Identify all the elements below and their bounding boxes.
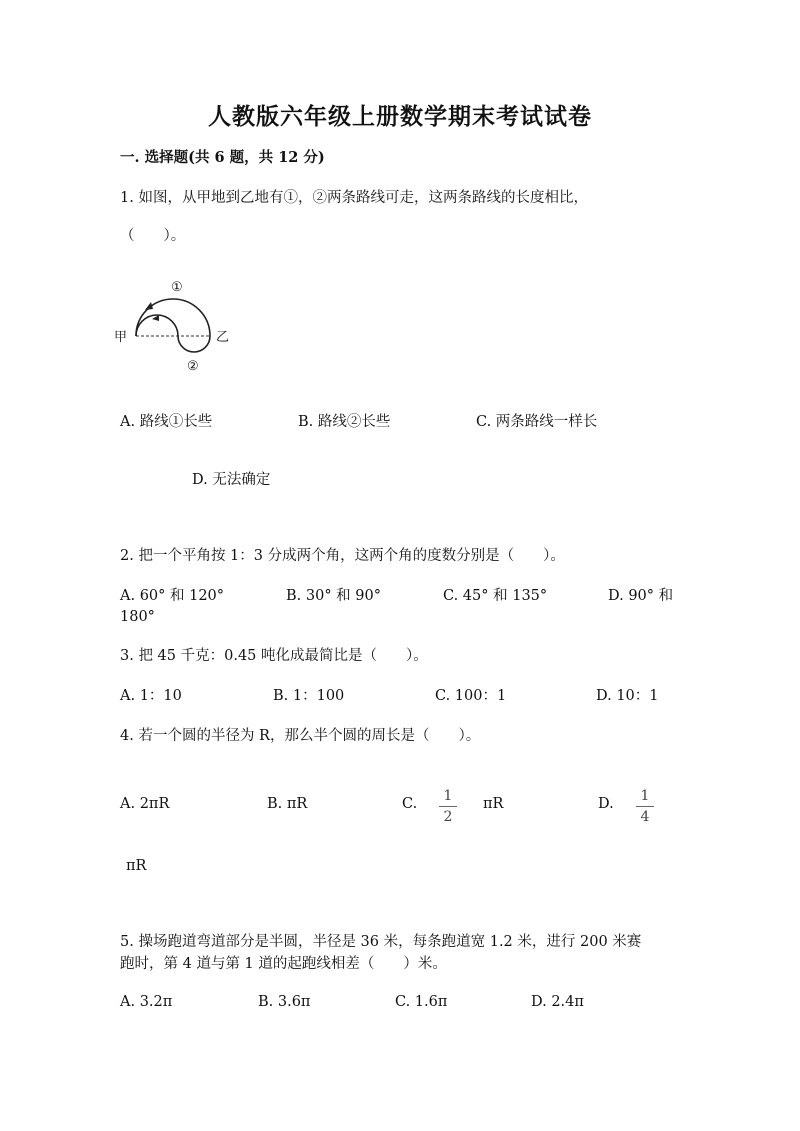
fraction-numerator: 1: [439, 788, 457, 807]
q1-option-b[interactable]: B. 路线②长些: [298, 414, 391, 430]
q5-stem-line1: 5. 操场跑道弯道部分是半圆，半径是 36 米，每条跑道宽 1.2 米，进行 200 米赛: [120, 934, 642, 950]
q5-option-a[interactable]: A. 3.2π: [120, 994, 173, 1010]
q5-option-b[interactable]: B. 3.6π: [258, 994, 311, 1010]
q4-option-b[interactable]: B. πR: [267, 796, 308, 812]
q2-option-d[interactable]: D. 90° 和: [608, 588, 674, 604]
fraction-denominator: 2: [443, 809, 453, 825]
label-start: 甲: [114, 330, 128, 345]
q1-stem-line2: （ ）。: [120, 228, 186, 244]
q4-option-c-suffix: πR: [483, 796, 504, 812]
q3-option-d[interactable]: D. 10：1: [596, 688, 659, 704]
fraction-numerator: 1: [636, 788, 654, 807]
q2-option-d-continued: 180°: [120, 609, 155, 625]
q3-stem: 3. 把 45 千克：0.45 吨化成最简比是（ ）。: [120, 648, 428, 664]
q4-stem: 4. 若一个圆的半径为 R，那么半个圆的周长是（ ）。: [120, 728, 481, 744]
q4-option-d-label[interactable]: D.: [598, 796, 614, 812]
q2-option-b[interactable]: B. 30° 和 90°: [286, 588, 381, 604]
q1-option-a[interactable]: A. 路线①长些: [120, 414, 213, 430]
q1-route-figure: [112, 272, 242, 376]
route-2-label: ②: [187, 359, 199, 374]
q1-option-d[interactable]: D. 无法确定: [192, 472, 271, 488]
q3-option-b[interactable]: B. 1：100: [273, 688, 345, 704]
route-1-arrow-icon: [145, 302, 153, 310]
q4-option-d-fraction: [636, 788, 654, 825]
q5-option-c[interactable]: C. 1.6π: [395, 994, 448, 1010]
q4-option-d-suffix: πR: [126, 858, 147, 874]
q2-option-a[interactable]: A. 60° 和 120°: [120, 588, 225, 604]
section-heading: 一. 选择题(共 6 题，共 12 分): [120, 149, 325, 166]
q2-option-c[interactable]: C. 45° 和 135°: [443, 588, 548, 604]
q3-option-a[interactable]: A. 1：10: [120, 688, 182, 704]
route-2-arc: [136, 315, 210, 352]
q5-stem-line2: 跑时，第 4 道与第 1 道的起跑线相差（ ）米。: [120, 956, 447, 972]
q3-option-c[interactable]: C. 100：1: [435, 688, 507, 704]
q4-option-a[interactable]: A. 2πR: [120, 796, 170, 812]
route-1-label: ①: [171, 280, 183, 295]
q1-stem-line1: 1. 如图，从甲地到乙地有①，②两条路线可走，这两条路线的长度相比，: [120, 190, 588, 206]
q4-option-c-fraction: [439, 788, 457, 825]
q4-option-c-label[interactable]: C.: [402, 796, 418, 812]
label-end: 乙: [216, 330, 230, 345]
page-title: 人教版六年级上册数学期末考试试卷: [208, 103, 592, 130]
q1-option-c[interactable]: C. 两条路线一样长: [476, 414, 598, 430]
fraction-denominator: 4: [640, 809, 650, 825]
q5-option-d[interactable]: D. 2.4π: [531, 994, 584, 1010]
q2-stem: 2. 把一个平角按 1：3 分成两个角，这两个角的度数分别是（ ）。: [120, 548, 565, 564]
